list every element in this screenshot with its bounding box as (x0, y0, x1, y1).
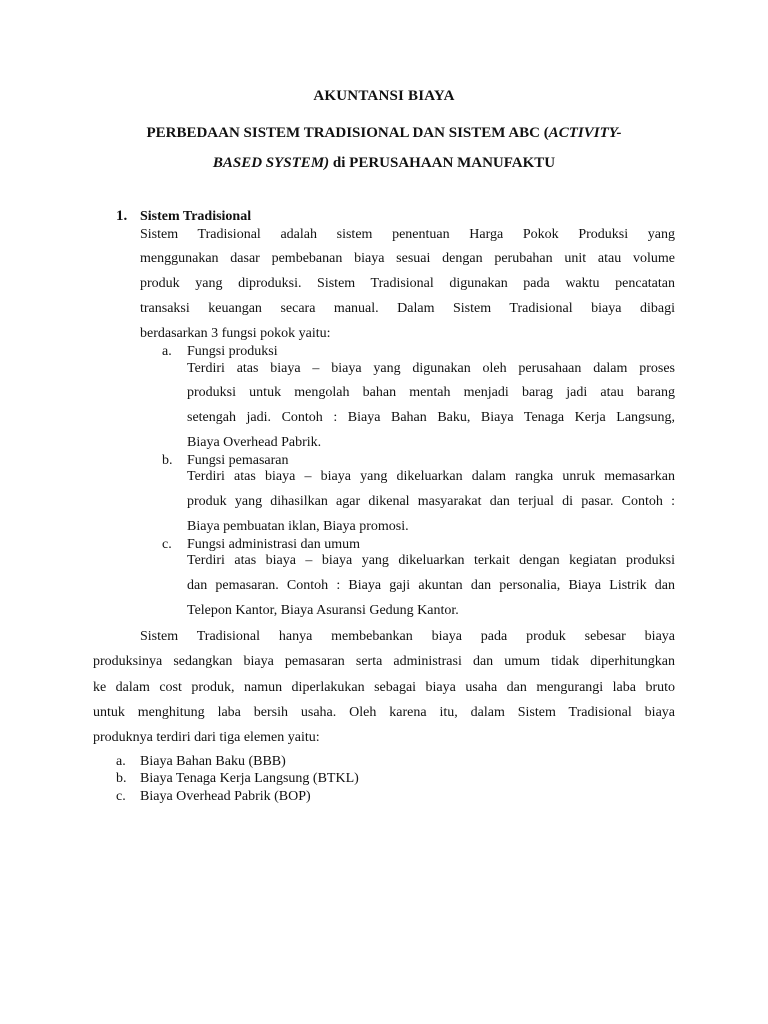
element-letter: c. (116, 789, 126, 804)
element-item: Biaya Bahan Baku (BBB) (140, 754, 286, 769)
paragraph-line: ke dalam cost produk, namun diperlakukan sebagai biaya usaha dan mengurangi laba bruto (93, 680, 675, 695)
function-line: Biaya Overhead Pabrik. (187, 435, 322, 450)
heading-line2-text: di PERUSAHAAN MANUFAKTU (329, 155, 556, 171)
heading-line1-text: PERBEDAAN SISTEM TRADISIONAL DAN SISTEM ABC ( (146, 125, 549, 141)
function-letter: c. (162, 537, 172, 552)
paragraph-line: produksinya sedangkan biaya pemasaran serta administrasi dan umum tidak diperhitungkan (93, 654, 675, 669)
function-line: Terdiri atas biaya – biaya yang dikeluarkan dalam rangka unruk memasarkan (187, 469, 675, 484)
function-letter: a. (162, 344, 172, 359)
heading-line-1 (0, 125, 768, 142)
function-line: Terdiri atas biaya – biaya yang digunakan oleh perusahaan dalam proses (187, 361, 675, 376)
intro-line: Sistem Tradisional adalah sistem penentuan Harga Pokok Produksi yang (140, 227, 675, 242)
function-line: produksi untuk mengolah bahan mentah menjadi barag jadi atau barang (187, 385, 675, 400)
heading-line-2 (0, 155, 768, 172)
function-title: Fungsi produksi (187, 344, 278, 359)
function-line: Biaya pembuatan iklan, Biaya promosi. (187, 519, 409, 534)
element-letter: b. (116, 771, 127, 786)
heading-line2-italic: BASED SYSTEM) (212, 155, 330, 171)
element-item: Biaya Overhead Pabrik (BOP) (140, 789, 311, 804)
heading-line1-italic: ACTIVITY- (548, 125, 622, 141)
paragraph-line: Sistem Tradisional hanya membebankan biaya pada produk sebesar biaya (140, 629, 675, 644)
function-line: Telepon Kantor, Biaya Asuransi Gedung Kantor. (187, 603, 459, 618)
function-line: dan pemasaran. Contoh : Biaya gaji akuntan dan personalia, Biaya Listrik dan (187, 578, 675, 593)
function-letter: b. (162, 453, 173, 468)
function-line: setengah jadi. Contoh : Biaya Bahan Baku, Biaya Tenaga Kerja Langsung, (187, 410, 675, 425)
intro-line: menggunakan dasar pembebanan biaya sesuai dengan perubahan unit atau volume (140, 251, 675, 266)
paragraph-line: produknya terdiri dari tiga elemen yaitu: (93, 730, 320, 745)
function-title: Fungsi administrasi dan umum (187, 537, 361, 552)
function-line: produk yang dihasilkan agar dikenal masyarakat dan terjual di pasar. Contoh : (187, 494, 675, 509)
intro-line: berdasarkan 3 fungsi pokok yaitu: (140, 326, 331, 341)
element-item: Biaya Tenaga Kerja Langsung (BTKL) (140, 771, 359, 786)
intro-line: transaksi keuangan secara manual. Dalam Sistem Tradisional biaya dibagi (140, 301, 675, 316)
function-title: Fungsi pemasaran (187, 453, 289, 468)
paragraph-line: untuk menghitung laba bersih usaha. Oleh karena itu, dalam Sistem Tradisional biaya (93, 705, 675, 720)
function-line: Terdiri atas biaya – biaya yang dikeluarkan terkait dengan kegiatan produksi (187, 553, 675, 568)
element-letter: a. (116, 754, 126, 769)
document-title: AKUNTANSI BIAYA (313, 88, 455, 104)
section-title: Sistem Tradisional (140, 209, 252, 224)
section-number: 1. (116, 208, 128, 224)
intro-line: produk yang diproduksi. Sistem Tradisional digunakan pada waktu pencatatan (140, 276, 675, 291)
